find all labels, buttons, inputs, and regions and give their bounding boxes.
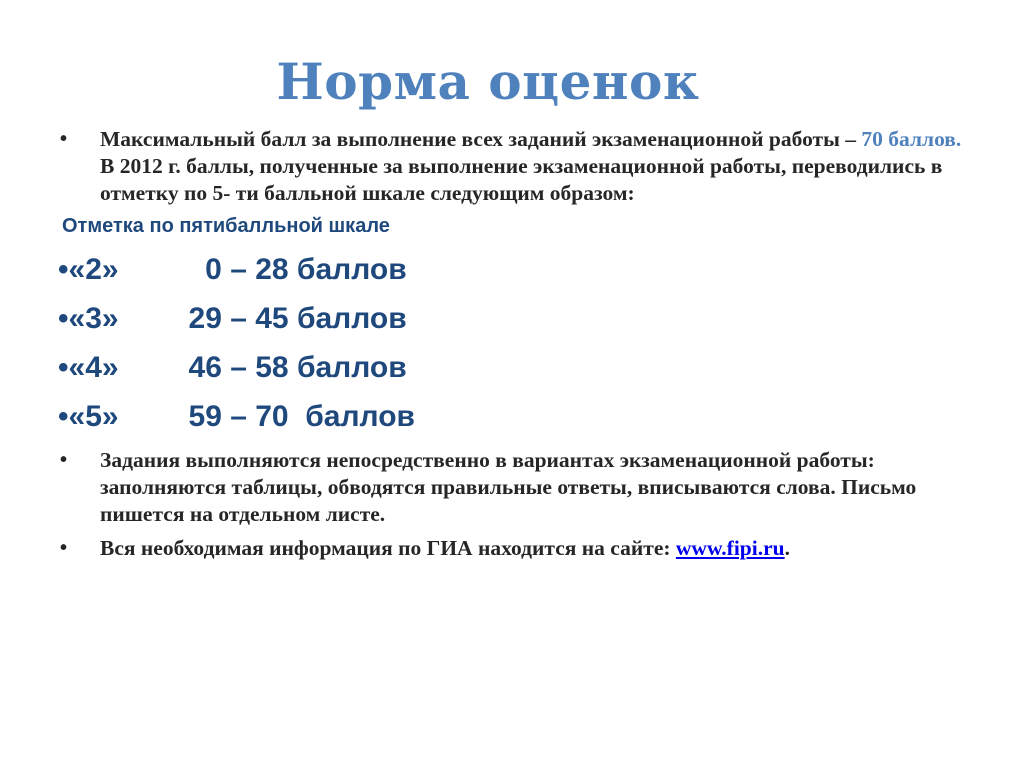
grade-mark: «2» <box>68 253 119 286</box>
grade-bullet: • <box>58 400 69 433</box>
intro-text-part1: Максимальный балл за выполнение всех заданий экзаменационной работы – <box>100 127 862 151</box>
grade-mark: «3» <box>68 302 119 335</box>
scale-heading: Отметка по пятибалльной шкале <box>62 215 390 237</box>
grade-row-3 <box>58 302 407 336</box>
info-text <box>100 535 964 562</box>
slide-title: Норма оценок <box>276 52 700 111</box>
tasks-text: Задания выполняются непосредственно в вариантах экзаменационной работы: заполняются таблицы, обводятся правильные ответы, вписываются слова. Письмо пишется на отдельном листе. <box>100 448 917 526</box>
grade-range: 29 – 45 баллов <box>188 302 407 335</box>
intro-paragraph <box>60 126 964 207</box>
fipi-link[interactable]: www.fipi.ru <box>675 536 785 560</box>
grade-row-5 <box>58 400 415 434</box>
tasks-paragraph <box>60 447 964 528</box>
info-paragraph <box>60 535 964 562</box>
intro-text <box>100 126 964 207</box>
max-score: 70 баллов. <box>861 127 962 151</box>
bullet-icon: • <box>60 449 68 471</box>
grade-row-2 <box>58 253 407 287</box>
grade-bullet: • <box>58 302 69 335</box>
bullet-icon: • <box>60 128 68 150</box>
grade-range: 0 – 28 баллов <box>188 253 407 286</box>
grade-bullet: • <box>58 351 69 384</box>
grade-row-4 <box>58 351 407 385</box>
grade-range: 59 – 70 баллов <box>188 400 415 433</box>
grade-mark: «5» <box>68 400 119 433</box>
info-text-end: . <box>784 536 790 560</box>
grade-bullet: • <box>58 253 69 286</box>
grade-range: 46 – 58 баллов <box>188 351 407 384</box>
grade-mark: «4» <box>68 351 119 384</box>
info-text-main: Вся необходимая информация по ГИА находится на сайте: <box>100 536 676 560</box>
intro-text-part2: В 2012 г. баллы, полученные за выполнение экзаменационной работы, переводились в отметку по 5- ти балльной шкале следующим образом: <box>100 154 943 205</box>
bullet-icon: • <box>60 537 68 559</box>
